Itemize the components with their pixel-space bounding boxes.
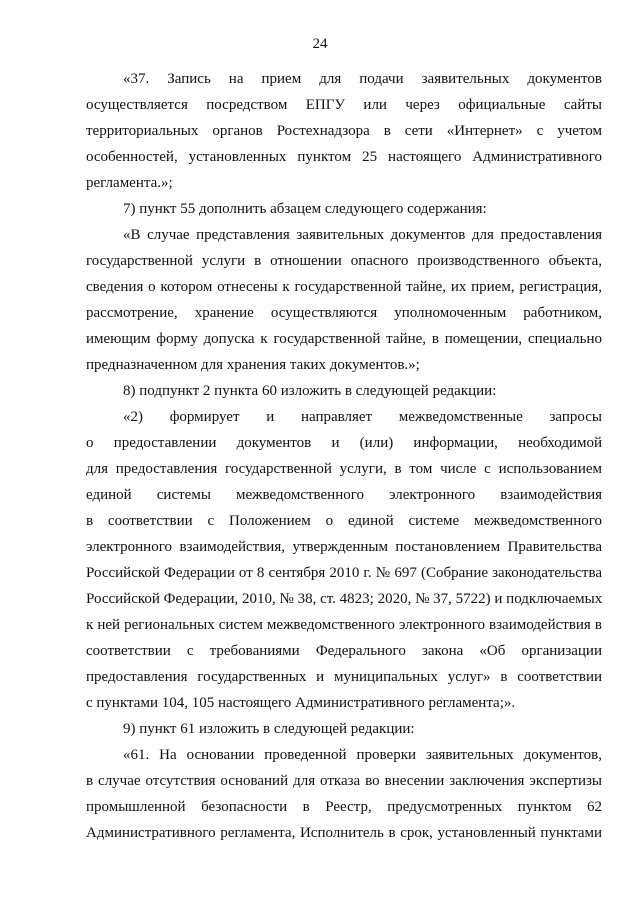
paragraph	[86, 66, 602, 196]
text-line: о предоставлении документов и (или) информации, необходимой	[86, 435, 602, 451]
text-line: электронного взаимодействия, утвержденным постановлением Правительства	[86, 539, 602, 555]
text-line: «2) формирует и направляет межведомственные запросы	[123, 409, 602, 425]
text-line: «37. Запись на прием для подачи заявительных документов	[123, 71, 602, 87]
text-line: «В случае представления заявительных документов для предоставления	[123, 227, 602, 243]
text-line: в соответствии с Положением о единой системе межведомственного	[86, 513, 602, 529]
paragraph	[86, 222, 602, 378]
text-line: с пунктами 104, 105 настоящего Административного регламента;».	[86, 695, 516, 711]
page-number: 24	[312, 36, 328, 52]
text-line: регламента.»;	[86, 175, 173, 191]
text-line: сведения о котором отнесены к государственной тайне, их прием, регистрация,	[86, 279, 602, 295]
paragraph	[86, 404, 602, 716]
text-line: предоставления государственных и муниципальных услуг» в соответствии	[86, 669, 602, 685]
paragraph	[86, 716, 602, 742]
text-line: для предоставления государственной услуги, в том числе с использованием	[86, 461, 602, 477]
text-line: имеющим форму допуска к государственной тайне, в помещении, специально	[86, 331, 602, 347]
document-body	[86, 66, 602, 846]
text-line: к ней региональных систем межведомственного электронного взаимодействия в	[86, 617, 602, 633]
text-line: 9) пункт 61 изложить в следующей редакции:	[123, 721, 415, 737]
text-line: рассмотрение, хранение осуществляются уполномоченным работником,	[86, 305, 602, 321]
paragraph	[86, 378, 602, 404]
text-line: территориальных органов Ростехнадзора в сети «Интернет» с учетом	[86, 123, 602, 139]
text-line: Российской Федерации, 2010, № 38, ст. 4823; 2020, № 37, 5722) и подключаемых	[86, 591, 603, 607]
text-line: Российской Федерации от 8 сентября 2010 г. № 697 (Собрание законодательства	[86, 565, 602, 581]
text-line: соответствии с требованиями Федерального закона «Об организации	[86, 643, 602, 659]
text-line: промышленной безопасности в Реестр, предусмотренных пунктом 62	[86, 799, 602, 815]
text-line: особенностей, установленных пунктом 25 настоящего Административного	[86, 149, 602, 165]
text-line: 8) подпункт 2 пункта 60 изложить в следующей редакции:	[123, 383, 497, 399]
text-line: осуществляется посредством ЕПГУ или через официальные сайты	[86, 97, 602, 113]
text-line: единой системы межведомственного электронного взаимодействия	[86, 487, 602, 503]
text-line: государственной услуги в отношении опасного производственного объекта,	[86, 253, 602, 269]
text-line: «61. На основании проведенной проверки заявительных документов,	[123, 747, 602, 763]
text-line: 7) пункт 55 дополнить абзацем следующего содержания:	[123, 201, 487, 217]
text-line: предназначенном для хранения таких документов.»;	[86, 357, 420, 373]
paragraph	[86, 742, 602, 846]
text-line: в случае отсутствия оснований для отказа во внесении заключения экспертизы	[86, 773, 602, 789]
paragraph	[86, 196, 602, 222]
text-line: Административного регламента, Исполнитель в срок, установленный пунктами	[86, 825, 602, 841]
